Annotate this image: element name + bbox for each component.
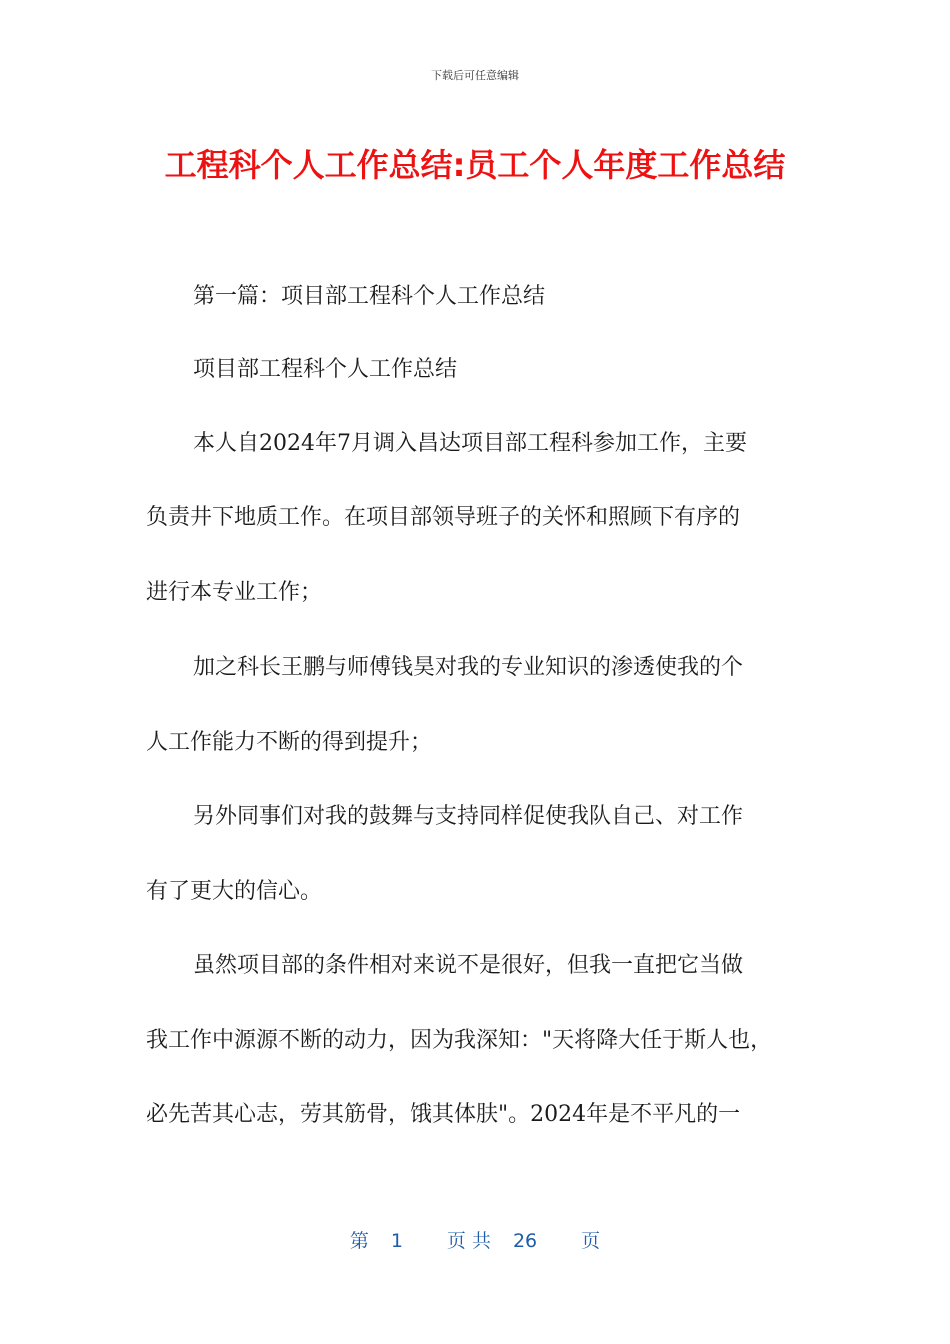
paragraph-line: 必先苦其心志，劳其筋骨，饿其体肤"。2024年是不平凡的一 [146, 1102, 741, 1127]
paragraph-line: 本人自2024年7月调入昌达项目部工程科参加工作，主要 [193, 431, 747, 456]
header-note: 下载后可任意编辑 [431, 69, 519, 82]
paragraph-line: 虽然项目部的条件相对来说不是很好，但我一直把它当做 [193, 953, 744, 978]
paragraph-line: 进行本专业工作； [146, 580, 323, 605]
paragraph-line: 人工作能力不断的得到提升； [146, 730, 433, 755]
document-title: 工程科个人工作总结:员工个人年度工作总结 [164, 146, 786, 184]
current-page-number: 1 [390, 1230, 403, 1252]
paragraph-line: 有了更大的信心。 [146, 879, 323, 904]
paragraph-line: 加之科长王鹏与师傅钱昊对我的专业知识的渗透使我的个 [193, 655, 744, 680]
paragraph-line: 另外同事们对我的鼓舞与支持同样促使我队自己、对工作 [193, 804, 744, 829]
footer-mid: 页 共 [446, 1230, 491, 1252]
page-footer [0, 1226, 950, 1253]
paragraph-line: 负责井下地质工作。在项目部领导班子的关怀和照顾下有序的 [146, 505, 741, 530]
footer-prefix: 第 [349, 1230, 369, 1252]
footer-suffix: 页 [581, 1230, 601, 1252]
paragraph-line: 第一篇：项目部工程科个人工作总结 [193, 284, 546, 309]
paragraph-line: 我工作中源源不断的动力，因为我深知："天将降大任于斯人也， [146, 1028, 773, 1053]
total-pages-number: 26 [512, 1230, 538, 1252]
paragraph-line: 项目部工程科个人工作总结 [193, 357, 458, 382]
